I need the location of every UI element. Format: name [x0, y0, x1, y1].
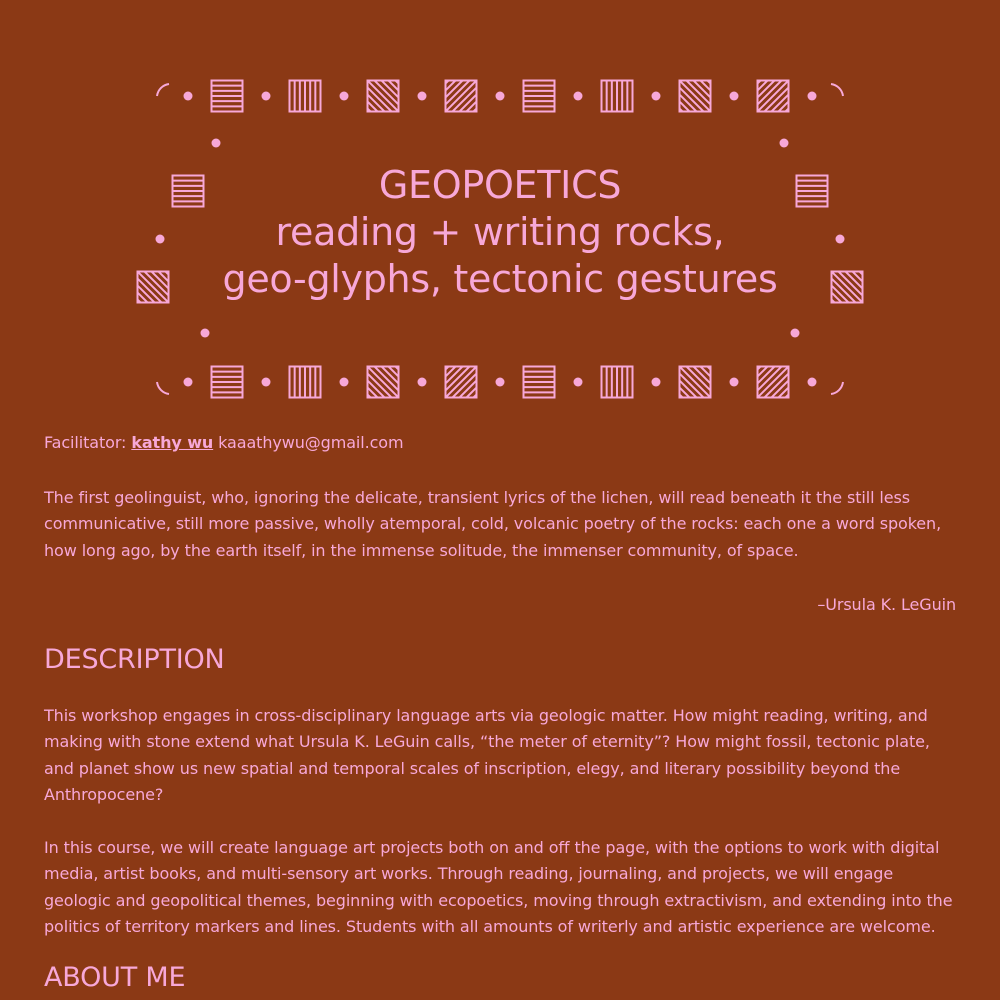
frame-dot: [184, 92, 193, 101]
frame-dot: [184, 378, 193, 387]
frame-dot: [574, 378, 583, 387]
facilitator-email: kaaathywu@gmail.com: [218, 433, 404, 452]
frame-dot: [808, 378, 817, 387]
description-heading: DESCRIPTION: [44, 643, 225, 675]
frame-dot: [340, 92, 349, 101]
main-content: [44, 430, 956, 995]
description-paragraph-2: In this course, we will create language art projects both on and off the page, with the options to work with digital media, artist books, and multi-sensory art works. Through reading, journaling, and projects, we will engage geologic and geopolitical themes, beginning with ecopoetics, moving through extractivism, and extending into the politics of territory markers and lines. Students with all amounts of writerly and artistic experience are welcome.: [44, 837, 953, 936]
frame-dot: [574, 92, 583, 101]
about-heading: ABOUT ME: [44, 961, 186, 993]
facilitator-name-link[interactable]: kathy wu: [131, 433, 214, 452]
frame-dot: [262, 378, 271, 387]
frame-dot: [496, 378, 505, 387]
frame-dot: [201, 329, 210, 338]
page-title: [0, 162, 1000, 303]
horizontal-lines-box-glyph: [212, 81, 243, 112]
frame-dot: [340, 378, 349, 387]
frame-dot: [496, 92, 505, 101]
frame-dot: [730, 92, 739, 101]
frame-dot: [652, 92, 661, 101]
frame-dot: [652, 378, 661, 387]
frame-corner-arc: [157, 84, 169, 96]
title-line-3: geo-glyphs, tectonic gestures: [222, 257, 778, 301]
epigraph-attribution: –Ursula K. LeGuin: [817, 595, 956, 614]
frame-dot: [808, 92, 817, 101]
frame-corner-arc: [831, 382, 843, 394]
facilitator-label: Facilitator:: [44, 433, 127, 452]
epigraph-quote: The first geolinguist, who, ignoring the delicate, transient lyrics of the lichen, will read beneath it the still less communicative, still more passive, wholly atemporal, cold, volcanic poetry of the rocks: each one a word spoken, how long ago, by the earth itself, in the immense solitude, the immenser community, of space.: [44, 487, 942, 560]
facilitator-line: [44, 430, 956, 457]
horizontal-lines-box-glyph: [212, 367, 243, 398]
frame-dot: [262, 92, 271, 101]
horizontal-lines-box-glyph: [524, 367, 555, 398]
frame-dot: [418, 378, 427, 387]
frame-dot: [780, 139, 789, 148]
frame-dot: [418, 92, 427, 101]
frame-dot: [791, 329, 800, 338]
title-line-1: GEOPOETICS: [378, 163, 622, 207]
description-paragraph-1: This workshop engages in cross-disciplinary language arts via geologic matter. How might reading, writing, and making with stone extend what Ursula K. LeGuin calls, “the meter of eternity”? How might fossil, tectonic plate, and planet show us new spatial and temporal scales of inscription, elegy, and literary possibility beyond the Anthropocene?: [44, 705, 930, 804]
vertical-lines-box-glyph: [290, 367, 321, 398]
horizontal-lines-box-glyph: [524, 81, 555, 112]
frame-dot: [730, 378, 739, 387]
frame-corner-arc: [831, 84, 843, 96]
vertical-lines-box-glyph: [602, 367, 633, 398]
title-line-2: reading + writing rocks,: [275, 210, 725, 254]
frame-dot: [212, 139, 221, 148]
vertical-lines-box-glyph: [602, 81, 633, 112]
frame-corner-arc: [157, 382, 169, 394]
vertical-lines-box-glyph: [290, 81, 321, 112]
